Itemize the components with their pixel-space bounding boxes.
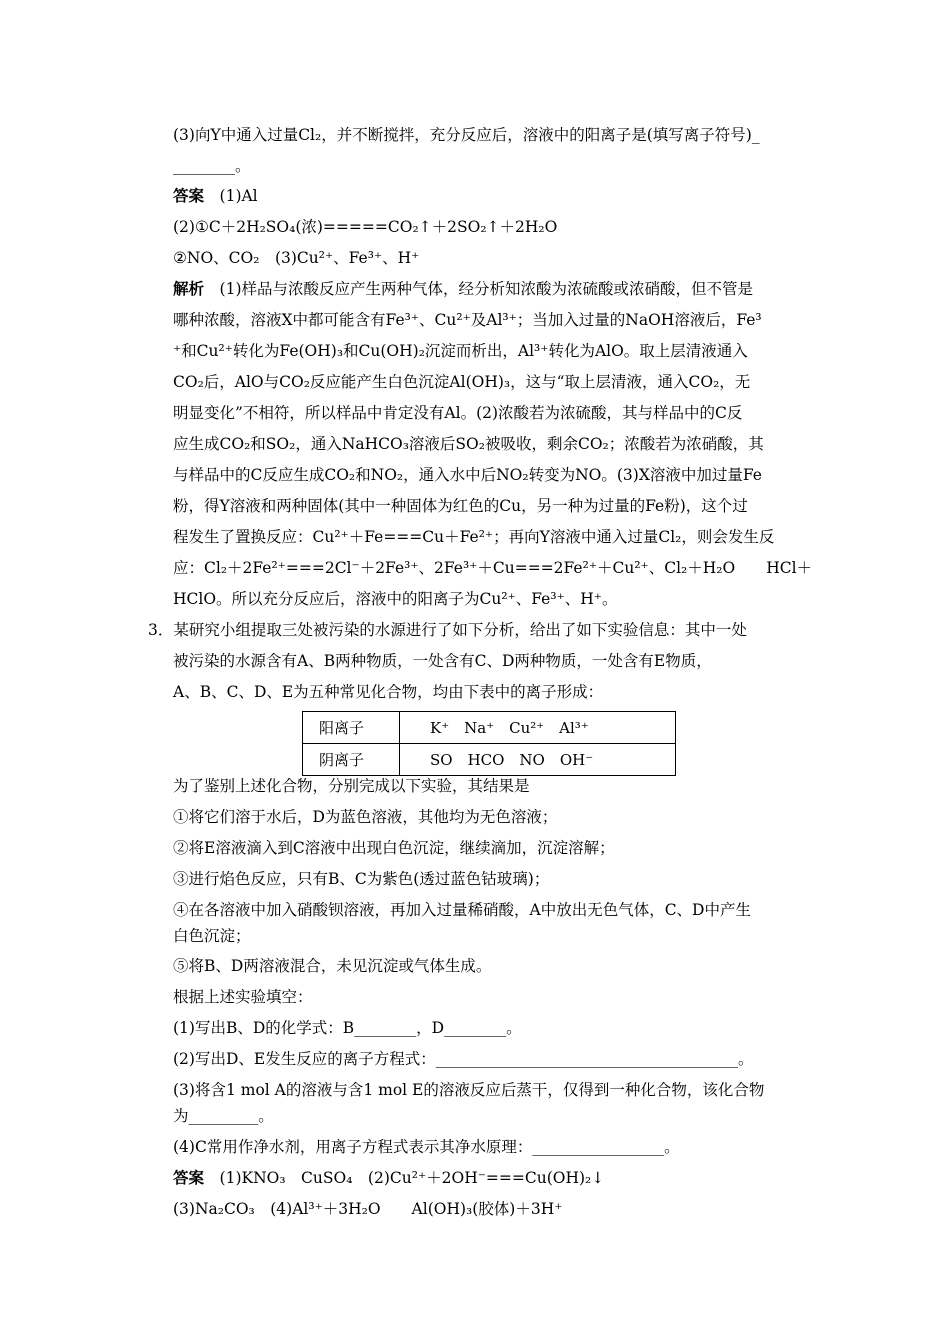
answer-equation: (2)①C＋2H₂SO₄(浓)=====CO₂↑＋2SO₂↑＋2H₂O: [173, 218, 558, 236]
sub-question-1: (1)写出B、D的化学式：B________，D________。: [173, 1019, 522, 1037]
ion-table: [302, 711, 676, 776]
analysis-line: HClO。所以充分反应后，溶液中的阳离子为Cu²⁺、Fe³⁺、H⁺。: [173, 590, 618, 608]
table-row: [303, 712, 676, 744]
answer-text: (1)KNO₃ CuSO₄ (2)Cu²⁺＋2OH⁻===Cu(OH)₂↓: [219, 1169, 605, 1187]
anion-list: SO HCO NO OH⁻: [400, 744, 676, 776]
answer-label: 答案: [173, 1168, 205, 1187]
analysis-line: 应生成CO₂和SO₂，通入NaHCO₃溶液后SO₂被吸收，剩余CO₂；浓酸若为浓硝酸，其: [173, 435, 764, 453]
table-row: [303, 744, 676, 776]
answer-block-1: [173, 186, 258, 206]
sub-question-2: (2)写出D、E发生反应的离子方程式：_______________________________________。: [173, 1050, 754, 1068]
experiment-step-5: ⑤将B、D两溶液混合，未见沉淀或气体生成。: [173, 957, 492, 975]
fill-in-intro: 根据上述实验填空：: [173, 988, 313, 1006]
analysis-line: ⁺和Cu²⁺转化为Fe(OH)₃和Cu(OH)₂沉淀而析出，Al³⁺转化为AlO。取上层清液通入: [173, 342, 748, 360]
analysis-label: 解析: [173, 279, 205, 298]
analysis-line: CO₂后，AlO与CO₂反应能产生白色沉淀Al(OH)₃，这与“取上层清液，通入CO₂，无: [173, 373, 751, 391]
analysis-line: 程发生了置换反应：Cu²⁺＋Fe===Cu＋Fe²⁺；再向Y溶液中通入过量Cl₂，则会发生反: [173, 528, 775, 546]
question-3-stem: 被污染的水源含有A、B两种物质，一处含有C、D两种物质，一处含有E物质，: [173, 652, 712, 670]
experiment-step-2: ②将E溶液滴入到C溶液中出现白色沉淀，继续滴加，沉淀溶解；: [173, 839, 615, 857]
question-3-stem: 3．某研究小组提取三处被污染的水源进行了如下分析，给出了如下实验信息：其中一处: [148, 621, 747, 639]
experiment-step-4-cont: 白色沉淀；: [173, 927, 251, 945]
analysis-line: 与样品中的C反应生成CO₂和NO₂，通入水中后NO₂转变为NO。(3)X溶液中加过量Fe: [173, 466, 762, 484]
analysis-line: 明显变化”不相符，所以样品中肯定没有Al。(2)浓酸若为浓硫酸，其与样品中的C反: [173, 404, 743, 422]
answer-blank-line: ________。: [173, 157, 251, 175]
answer-block-3: [173, 1168, 604, 1188]
answer-text: (1)Al: [219, 187, 258, 205]
experiment-step-1: ①将它们溶于水后，D为蓝色溶液，其他均为无色溶液；: [173, 808, 558, 826]
sub-question-3-cont: 为_________。: [173, 1107, 274, 1125]
analysis-line: [173, 279, 753, 299]
cation-label: 阳离子: [303, 712, 400, 744]
experiment-step-3: ③进行焰色反应，只有B、C为紫色(透过蓝色钴玻璃)；: [173, 870, 550, 888]
answer-label: 答案: [173, 186, 205, 205]
anion-label: 阴离子: [303, 744, 400, 776]
cation-list: K⁺ Na⁺ Cu²⁺ Al³⁺: [400, 712, 676, 744]
experiment-intro: 为了鉴别上述化合物，分别完成以下实验，其结果是: [173, 777, 530, 795]
analysis-line: 应：Cl₂＋2Fe²⁺===2Cl⁻＋2Fe³⁺、2Fe³⁺＋Cu===2Fe²⁺＋Cu²⁺、Cl₂＋H₂O HCl＋: [173, 559, 813, 577]
question-part-3: (3)向Y中通入过量Cl₂，并不断搅拌，充分反应后，溶液中的阳离子是(填写离子符号)_: [173, 126, 760, 144]
question-3-stem: A、B、C、D、E为五种常见化合物，均由下表中的离子形成：: [173, 683, 604, 701]
analysis-line: 哪种浓酸，溶液X中都可能含有Fe³⁺、Cu²⁺及Al³⁺；当加入过量的NaOH溶液后，Fe³: [173, 311, 762, 329]
experiment-step-4: ④在各溶液中加入硝酸钡溶液，再加入过量稀硝酸，A中放出无色气体，C、D中产生: [173, 901, 751, 919]
sub-question-4: (4)C常用作净水剂，用离子方程式表示其净水原理：_________________。: [173, 1138, 680, 1156]
analysis-text: (1)样品与浓酸反应产生两种气体，经分析知浓酸为浓硫酸或浓硝酸，但不管是: [219, 280, 753, 298]
sub-question-3: (3)将含1 mol A的溶液与含1 mol E的溶液反应后蒸干，仅得到一种化合物，该化合物: [173, 1081, 765, 1099]
analysis-line: 粉，得Y溶液和两种固体(其中一种固体为红色的Cu，另一种为过量的Fe粉)，这个过: [173, 497, 748, 515]
answer-line: ②NO、CO₂ (3)Cu²⁺、Fe³⁺、H⁺: [173, 249, 420, 267]
answer-line: (3)Na₂CO₃ (4)Al³⁺＋3H₂O Al(OH)₃(胶体)＋3H⁺: [173, 1200, 563, 1218]
